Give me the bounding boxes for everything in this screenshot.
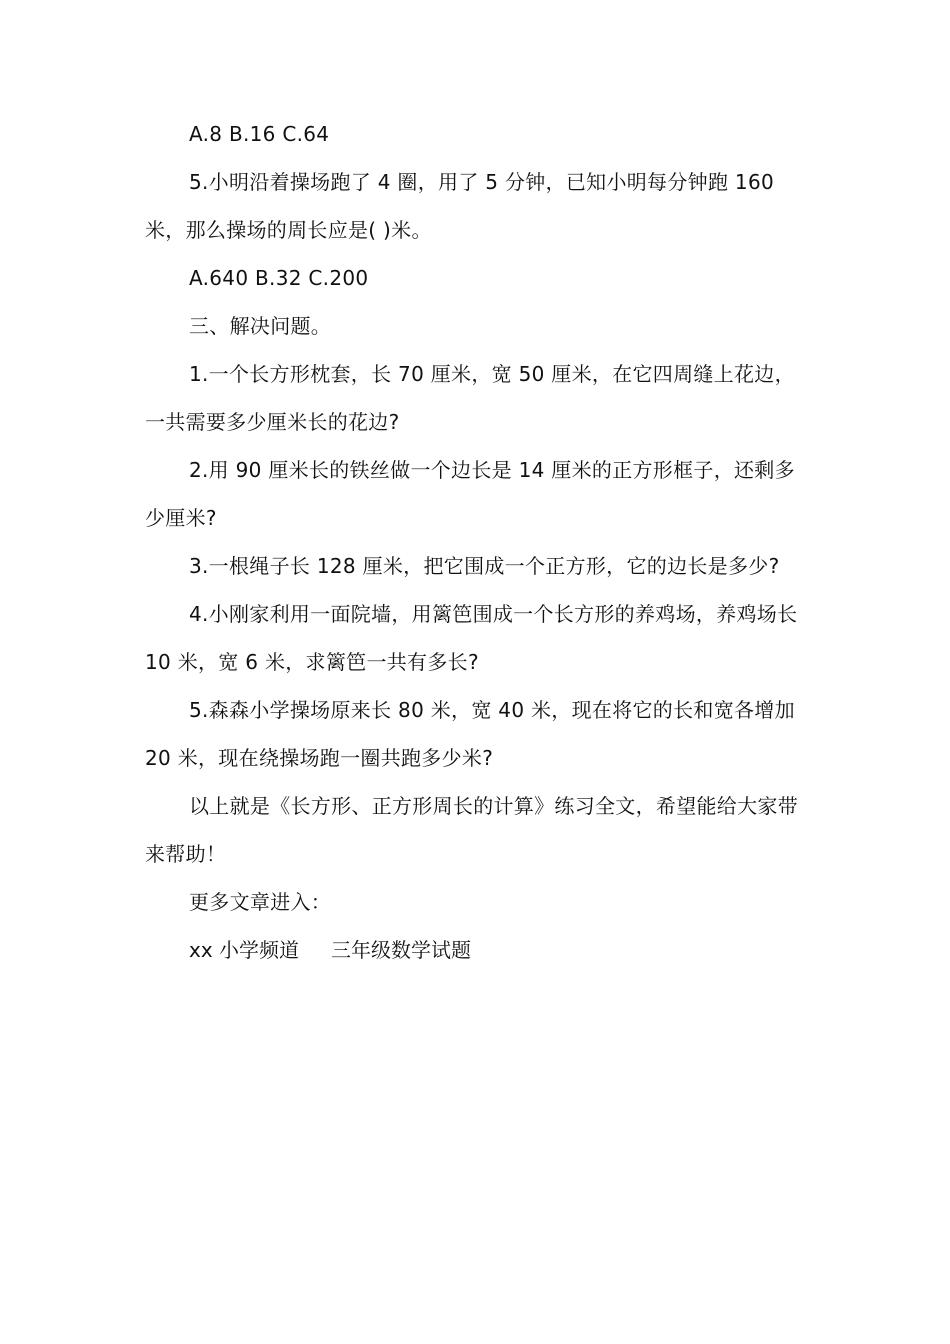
choices-q4: A.8 B.16 C.64 — [189, 122, 330, 146]
problem-2: 2.用 90 厘米长的铁丝做一个边长是 14 厘米的正方形框子，还剩多少厘米? — [145, 458, 795, 530]
link-primary-channel[interactable]: xx 小学频道 — [189, 938, 300, 962]
problem-4: 4.小刚家利用一面院墙，用篱笆围成一个长方形的养鸡场，养鸡场长 10 米，宽 6 米，求篱笆一共有多长? — [145, 602, 798, 674]
more-articles-label: 更多文章进入： — [189, 890, 332, 914]
problem-3: 3.一根绳子长 128 厘米，把它围成一个正方形，它的边长是多少? — [189, 554, 780, 578]
problem-1: 1.一个长方形枕套，长 70 厘米，宽 50 厘米，在它四周缝上花边，一共需要多少厘米长的花边? — [145, 362, 795, 434]
section-heading-3: 三、解决问题。 — [189, 314, 332, 338]
link-grade3-math[interactable]: 三年级数学试题 — [331, 938, 472, 962]
problem-5: 5.森森小学操场原来长 80 米，宽 40 米，现在将它的长和宽各增加 20 米，现在绕操场跑一圈共跑多少米? — [145, 698, 795, 770]
closing-text: 以上就是《长方形、正方形周长的计算》练习全文，希望能给大家带来帮助！ — [145, 794, 798, 866]
choices-q5: A.640 B.32 C.200 — [189, 266, 369, 290]
related-links — [145, 926, 810, 974]
question-5: 5.小明沿着操场跑了 4 圈，用了 5 分钟，已知小明每分钟跑 160 米，那么操场的周长应是( )米。 — [145, 170, 774, 242]
document-body — [145, 110, 810, 974]
